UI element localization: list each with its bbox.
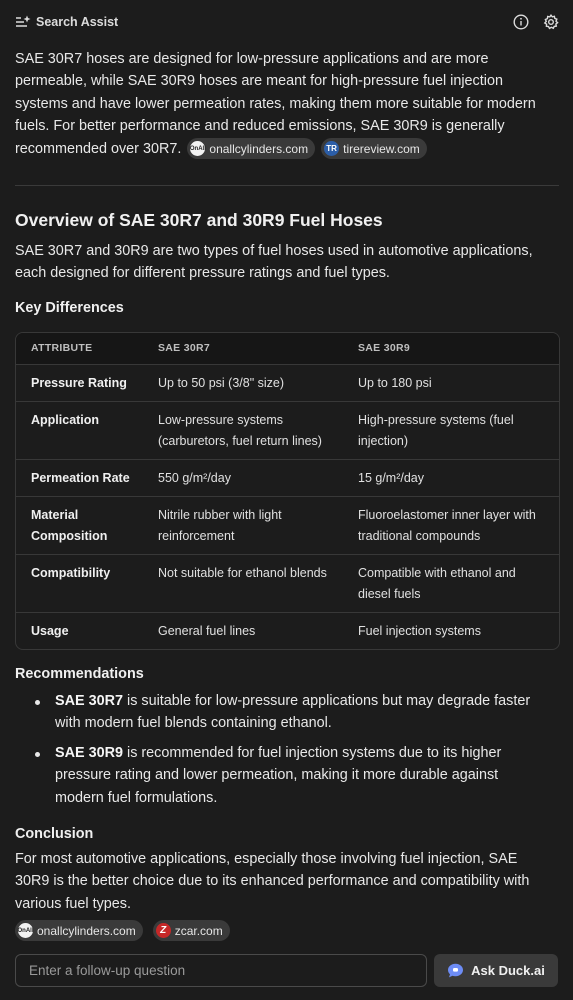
attribute-cell: Permeation Rate <box>31 471 130 485</box>
chat-bubble-icon <box>447 963 464 978</box>
table-row <box>16 496 559 554</box>
conclusion-text: For most automotive applications, especially those involving fuel injection, SAE 30R9 is the better choice due to its enhanced performance and compatibility with various fuel types. <box>15 851 530 912</box>
gear-icon[interactable] <box>543 14 559 30</box>
zcar-logo-icon: Z <box>156 923 171 938</box>
table-row <box>16 554 559 612</box>
key-differences-title: Key Differences <box>15 300 124 316</box>
ask-button-label: Ask Duck.ai <box>471 963 545 978</box>
overview-text: SAE 30R7 and 30R9 are two types of fuel hoses used in automotive applications, each designed for different pressure ratings and fuel types. <box>15 243 533 282</box>
overview-title: Overview of SAE 30R7 and 30R9 Fuel Hoses <box>15 210 383 230</box>
attribute-cell: Usage <box>31 624 69 638</box>
recommendations-list <box>15 690 545 816</box>
table-row <box>16 364 559 401</box>
attribute-cell: Pressure Rating <box>31 376 127 390</box>
attribute-cell: Application <box>31 413 100 427</box>
value-cell: Low-pressure systems (carburetors, fuel return lines) <box>158 413 322 448</box>
source-label: tirereview.com <box>343 141 420 156</box>
value-cell: Compatible with ethanol and diesel fuels <box>358 566 516 601</box>
value-cell: Up to 50 psi (3/8" size) <box>158 376 285 390</box>
list-item <box>15 690 545 735</box>
bullet-icon <box>35 700 40 705</box>
source-chip-onallcylinders[interactable] <box>187 138 315 159</box>
info-icon[interactable] <box>513 14 529 30</box>
item-term: SAE 30R9 <box>55 744 123 761</box>
source-chip-onallcylinders[interactable] <box>15 920 143 941</box>
item-term: SAE 30R7 <box>55 693 123 709</box>
onallcylinders-logo-icon: OnAll <box>18 923 33 938</box>
value-cell: High-pressure systems (fuel injection) <box>358 413 514 448</box>
item-text: is recommended for fuel injection systems due to its higher pressure rating and lower permeation, making it more durable against modern fuel formulations. <box>55 744 502 806</box>
value-cell: Up to 180 psi <box>358 376 432 390</box>
header-actions <box>513 14 559 30</box>
conclusion-sources <box>15 920 230 941</box>
item-text: is suitable for low-pressure applications but may degrade faster with modern fuel blends containing ethanol. <box>55 693 531 732</box>
followup-field[interactable] <box>15 954 427 987</box>
value-cell: Fuel injection systems <box>358 624 481 638</box>
sparkle-list-icon <box>15 14 31 30</box>
page-title: Search Assist <box>36 15 119 29</box>
value-cell: Not suitable for ethanol blends <box>158 566 327 580</box>
source-label: onallcylinders.com <box>209 141 309 156</box>
section-divider <box>15 185 559 186</box>
value-cell: Nitrile rubber with light reinforcement <box>158 508 282 543</box>
table-row <box>16 459 559 496</box>
source-label: zcar.com <box>174 923 223 938</box>
header-attribute: ATTRIBUTE <box>31 342 93 354</box>
recommendations-title: Recommendations <box>15 666 144 682</box>
summary-body: SAE 30R7 hoses are designed for low-pressure applications and are more permeable, while SAE 30R9 hoses are meant for high-pressure fuel injection systems and have lower permeation rates, making them more suitable for modern fuels. For better performance and reduced emissions, SAE 30R9 is generally recommended over 30R7. <box>15 51 536 157</box>
attribute-cell: Material Composition <box>31 508 108 543</box>
conclusion-title: Conclusion <box>15 826 94 842</box>
summary-text <box>15 48 545 160</box>
source-chip-zcar[interactable] <box>153 920 230 941</box>
onallcylinders-logo-icon: OnAll <box>190 141 205 156</box>
ask-duck-ai-button[interactable] <box>434 954 558 987</box>
value-cell: General fuel lines <box>158 624 256 638</box>
table-header-row <box>16 333 559 364</box>
source-chip-tirereview[interactable] <box>321 138 427 159</box>
header-30r7: SAE 30R7 <box>158 342 211 354</box>
tirereview-logo-icon: TR <box>324 141 339 156</box>
value-cell: Fluoroelastomer inner layer with traditional compounds <box>358 508 536 543</box>
header <box>0 0 573 44</box>
brand <box>15 14 118 30</box>
value-cell: 550 g/m²/day <box>158 471 231 485</box>
comparison-table <box>15 332 560 650</box>
list-item <box>15 742 545 809</box>
bullet-icon <box>35 752 40 757</box>
value-cell: 15 g/m²/day <box>358 471 425 485</box>
summary <box>15 48 545 160</box>
attribute-cell: Compatibility <box>31 566 111 580</box>
table-row <box>16 612 559 649</box>
header-30r9: SAE 30R9 <box>358 342 411 354</box>
table-row <box>16 401 559 459</box>
followup-input[interactable] <box>27 962 415 979</box>
source-label: onallcylinders.com <box>37 923 136 938</box>
